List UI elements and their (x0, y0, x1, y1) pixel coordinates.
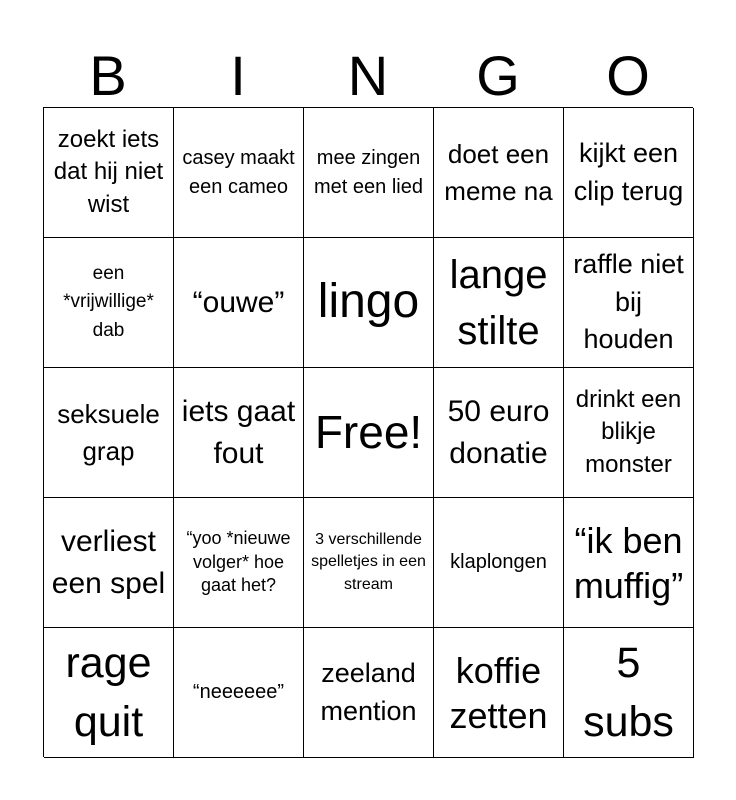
bingo-cell[interactable] (174, 498, 304, 628)
bingo-cell[interactable] (174, 238, 304, 368)
bingo-cell[interactable] (44, 108, 174, 238)
cell-text: zeeland mention (320, 657, 417, 726)
bingo-cell[interactable] (44, 628, 174, 758)
cell-text: koffie zetten (449, 649, 548, 736)
bingo-cell[interactable] (174, 108, 304, 238)
cell-text: “yoo *nieuwe volger* hoe gaat het? (186, 528, 291, 596)
cell-text: kijkt een clip terug (573, 137, 684, 206)
bingo-cell[interactable] (564, 238, 694, 368)
bingo-cell[interactable] (434, 368, 564, 498)
free-space-cell[interactable] (304, 368, 434, 498)
cell-text: “neeeeee” (192, 681, 285, 703)
cell-text: klaplongen (450, 551, 547, 573)
cell-text: “ik ben muffig” (573, 519, 684, 606)
header-letter-o: O (606, 44, 650, 107)
cell-text: mee zingen met een lied (314, 146, 423, 198)
bingo-cell[interactable] (564, 498, 694, 628)
bingo-cell[interactable] (434, 108, 564, 238)
bingo-cell[interactable] (434, 238, 564, 368)
cell-text: lange stilte (449, 252, 548, 353)
cell-text: Free! (314, 406, 423, 459)
cell-text: doet een meme na (444, 139, 553, 206)
bingo-cell[interactable] (44, 368, 174, 498)
cell-text: 50 euro donatie (447, 394, 550, 470)
bingo-cell[interactable] (564, 368, 694, 498)
bingo-cell[interactable] (304, 498, 434, 628)
cell-text: rage quit (65, 639, 152, 746)
cell-text: casey maakt een cameo (182, 146, 295, 198)
cell-text: een *vrijwillige* dab (63, 262, 154, 341)
bingo-cell[interactable] (44, 238, 174, 368)
cell-text: raffle niet bij houden (573, 248, 684, 355)
cell-text: “ouwe” (192, 285, 285, 319)
header-letter-i: I (230, 44, 246, 107)
bingo-header (43, 44, 693, 108)
cell-text: lingo (317, 275, 420, 329)
cell-text: 3 verschillende spelletjes in een stream (311, 530, 426, 593)
cell-text: 5 subs (583, 639, 674, 746)
bingo-cell[interactable] (304, 238, 434, 368)
bingo-cell[interactable] (174, 368, 304, 498)
cell-text: seksuele grap (57, 399, 160, 466)
header-letter-g: G (476, 44, 520, 107)
header-letter-b: B (89, 44, 127, 107)
bingo-board (43, 107, 693, 757)
bingo-cell[interactable] (564, 108, 694, 238)
bingo-cell[interactable] (304, 628, 434, 758)
bingo-cell[interactable] (434, 628, 564, 758)
bingo-cell[interactable] (304, 108, 434, 238)
bingo-cell[interactable] (564, 628, 694, 758)
header-letter-n: N (347, 44, 389, 107)
cell-text: iets gaat fout (181, 394, 296, 470)
cell-text: drinkt een blikje monster (575, 385, 682, 478)
bingo-cell[interactable] (434, 498, 564, 628)
cell-text: zoekt iets dat hij niet wist (53, 125, 164, 218)
bingo-cell[interactable] (44, 498, 174, 628)
cell-text: verliest een spel (51, 524, 166, 600)
bingo-cell[interactable] (174, 628, 304, 758)
